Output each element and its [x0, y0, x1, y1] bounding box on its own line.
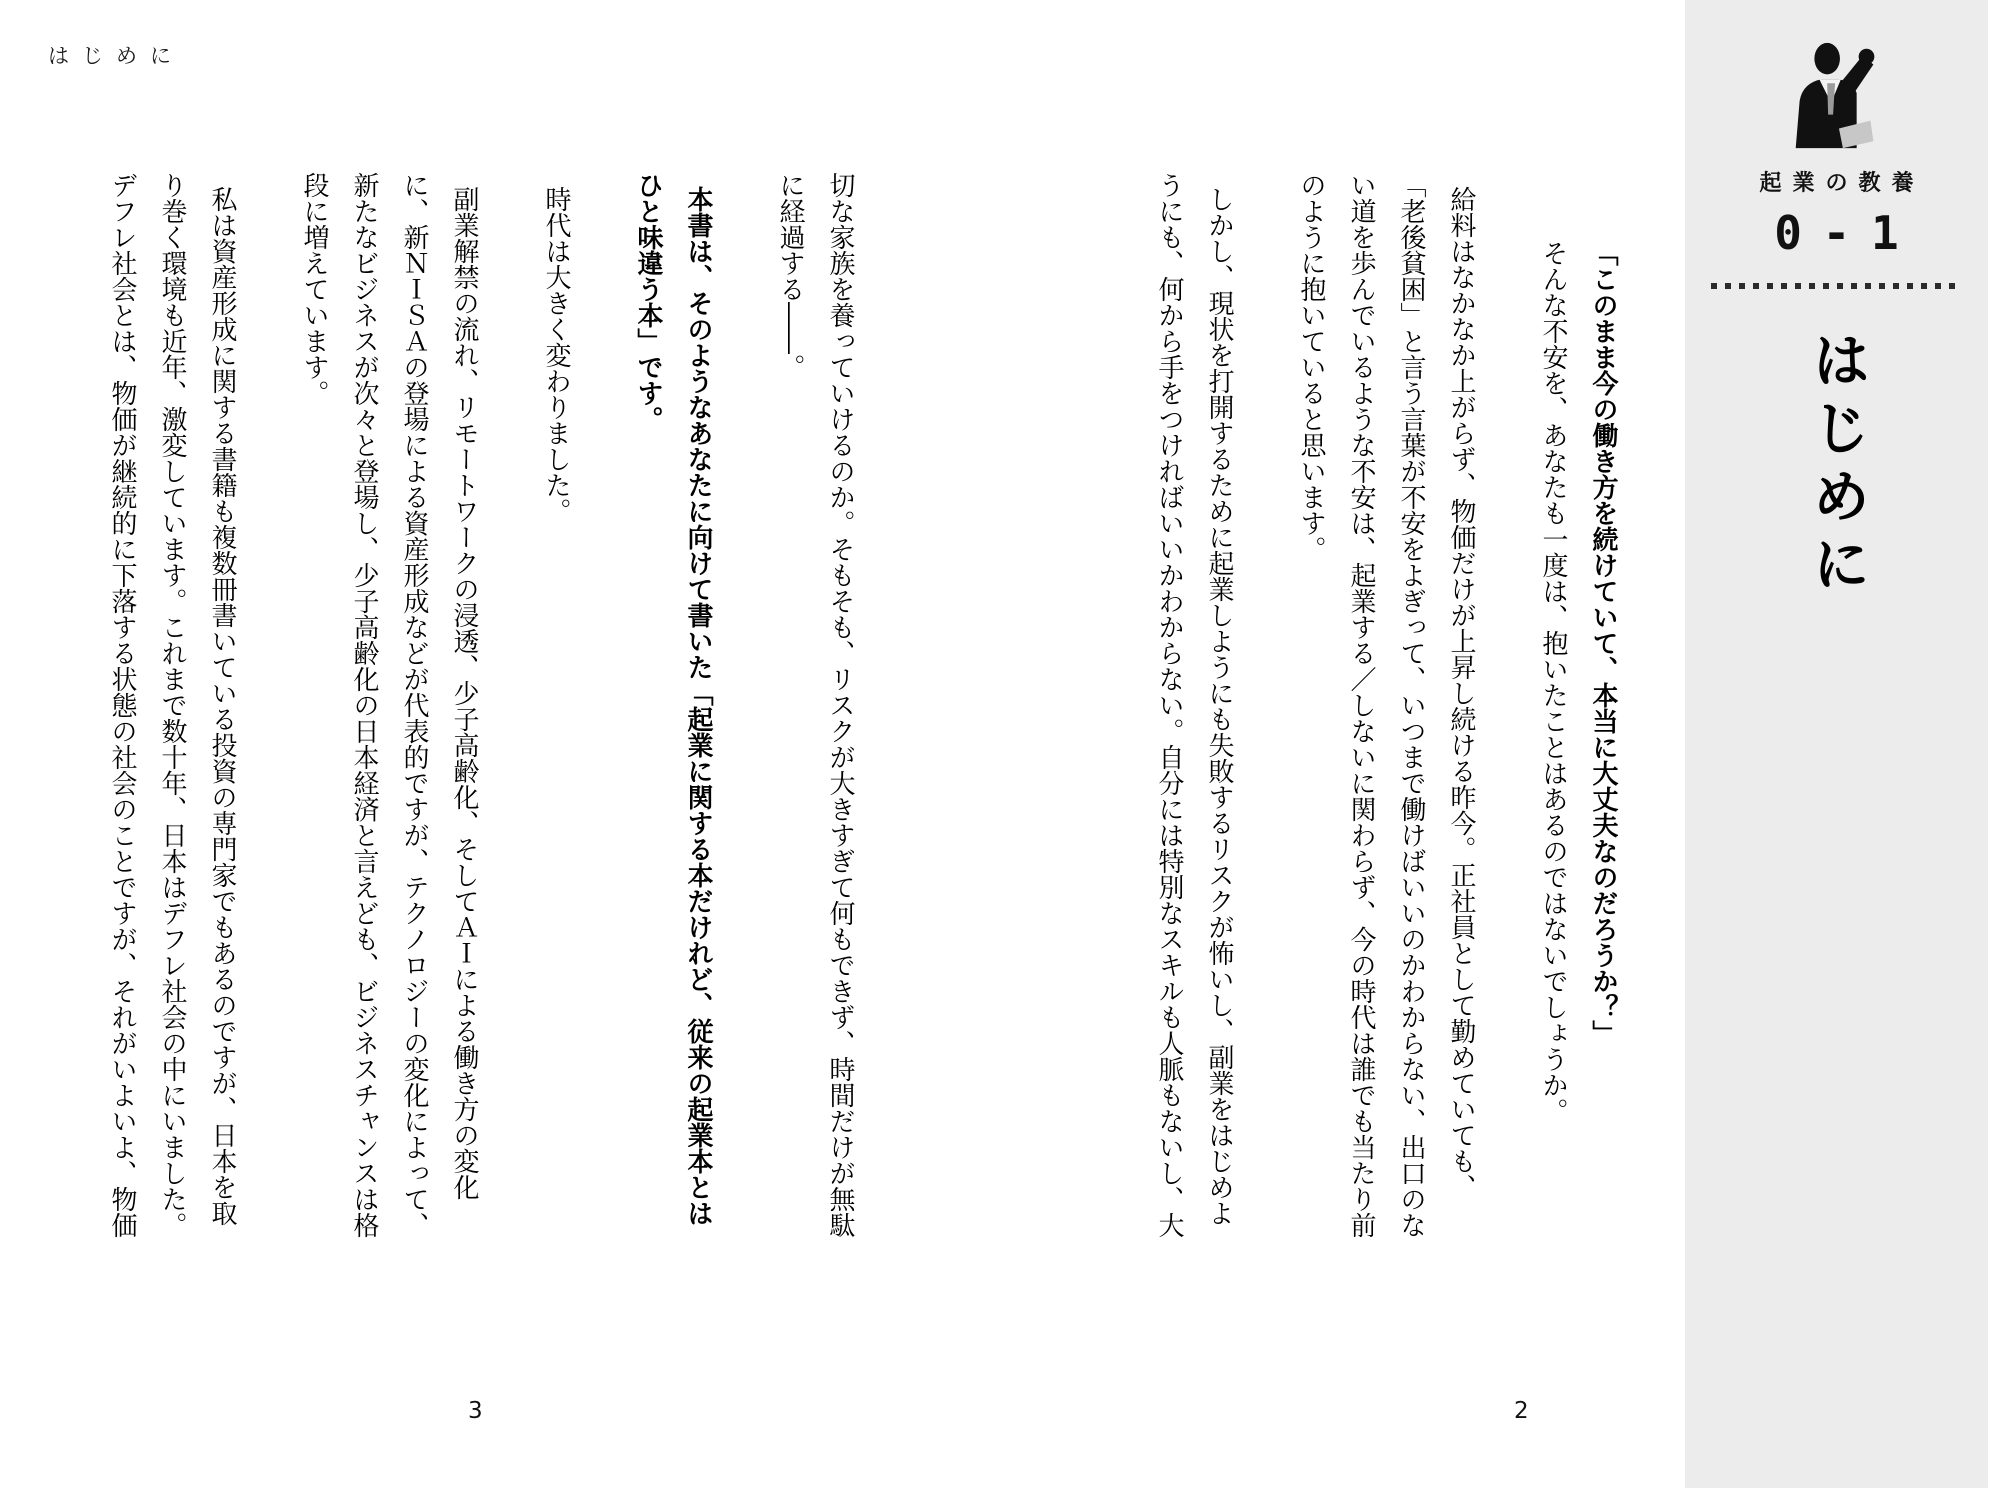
- dotted-divider: [1711, 283, 1963, 289]
- text-column: 切な家族を養っていけるのか。そもそも、リスクが大きすぎて何もできず、時間だけが無駄: [825, 172, 855, 1238]
- chapter-title: はじめに: [1802, 330, 1871, 602]
- right-page-text: [1144, 172, 1628, 1272]
- paragraph: [1144, 172, 1244, 1272]
- text-column: に経過する――。: [775, 172, 805, 380]
- businessman-icon: [1778, 40, 1896, 152]
- text-column: 時代は大きく変わりました。: [541, 186, 571, 524]
- chapter-tab: [1685, 0, 1988, 1488]
- text-column: 本書は、そのようなあなたに向けて書いた「起業に関する本だけれど、従来の起業本とは: [683, 186, 713, 1226]
- paragraph: [623, 172, 723, 1272]
- series-label: 起業の教養: [1759, 171, 1925, 196]
- text-column: デフレ社会とは、物価が継続的に下落する状態の社会のことですが、それがいよいよ、物価: [107, 172, 137, 1238]
- text-column: 副業解禁の流れ、リモートワークの浸透、少子高齢化、そしてＡＩによる働き方の変化: [449, 186, 479, 1200]
- text-column: 「老後貧困」と言う言葉が不安をよぎって、いつまで働けばいいのかわからない、出口のな: [1396, 172, 1426, 1238]
- text-column: しかし、現状を打開するために起業しようにも失敗するリスクが怖いし、副業をはじめよ: [1204, 186, 1234, 1226]
- paragraph: [765, 172, 865, 1272]
- text-column: そんな不安を、あなたも一度は、抱いたことはあるのではないでしょうか。: [1538, 240, 1568, 1124]
- text-column: り巻く環境も近年、激変しています。これまで数十年、日本はデフレ社会の中にいました。: [157, 172, 187, 1238]
- paragraph: [97, 172, 247, 1272]
- paragraph: [1578, 172, 1628, 1272]
- text-column: 新たなビジネスが次々と登場し、少子高齢化の日本経済と言えども、ビジネスチャンスは格: [349, 172, 379, 1238]
- paragraph: [289, 172, 489, 1272]
- text-column: い道を歩んでいるような不安は、起業する／しないに関わらず、今の時代は誰でも当たり前: [1346, 172, 1376, 1238]
- paragraph: [1528, 172, 1578, 1272]
- left-page-text: [97, 172, 865, 1272]
- text-column: 給料はなかなか上がらず、物価だけが上昇し続ける昨今。正社員として勤めていても、: [1446, 186, 1476, 1200]
- text-column: うにも、何から手をつければいいかわからない。自分には特別なスキルも人脈もないし、大: [1154, 172, 1184, 1238]
- paragraph: [531, 172, 581, 1272]
- paragraph: [1286, 172, 1486, 1272]
- text-column: に、新ＮＩＳＡの登場による資産形成などが代表的ですが、テクノロジーの変化によって、: [399, 172, 429, 1238]
- section-number: 0-1: [1774, 206, 1920, 260]
- page-number: 2: [1514, 1398, 1529, 1424]
- text-column: のように抱いていると思います。: [1296, 172, 1326, 562]
- page-number: 3: [468, 1398, 483, 1424]
- text-column: 「このまま今の働き方を続けていて、本当に大丈夫なのだろうか？」: [1588, 240, 1618, 1046]
- text-column: 私は資産形成に関する書籍も複数冊書いている投資の専門家でもあるのですが、日本を取: [207, 186, 237, 1226]
- running-header: はじめに: [48, 44, 185, 68]
- text-column: ひと味違う本」です。: [633, 172, 663, 432]
- text-column: 段に増えています。: [299, 172, 329, 406]
